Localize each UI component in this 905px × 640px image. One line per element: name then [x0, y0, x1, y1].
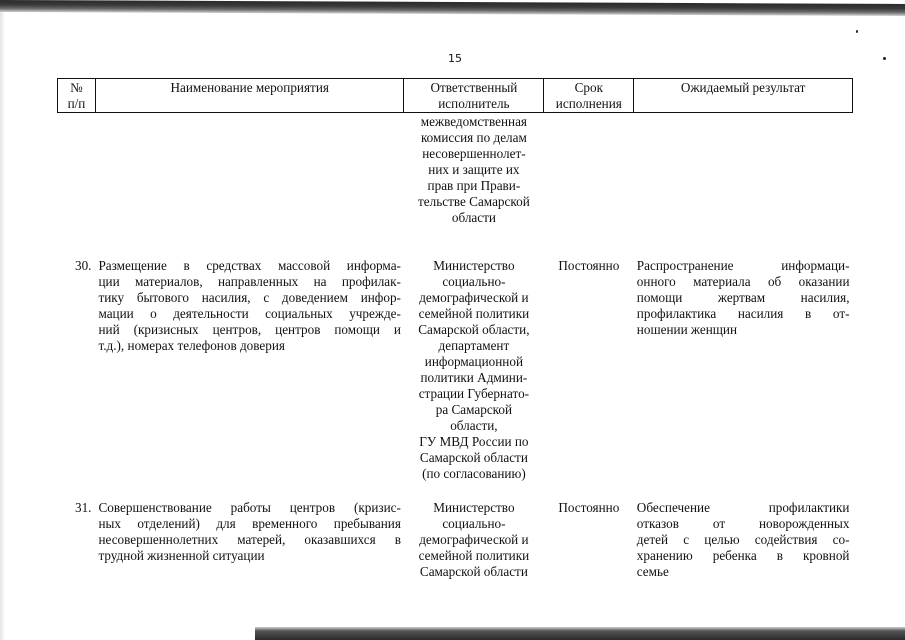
row-term: Постоянно [558, 500, 620, 515]
scan-edge-top [0, 0, 905, 16]
row-expected-result: Обеспечение профилактики отказов от новорожденных детей с целью содействия со- хранению ребенка в кровной семье [636, 500, 850, 579]
header-responsible: Ответственный исполнитель [404, 79, 544, 113]
row-term: Постоянно [558, 258, 620, 273]
page-number: 15 [448, 52, 462, 65]
row-number: 30. [74, 258, 92, 273]
row-number: 31. [74, 500, 92, 515]
table-row-continuation [58, 113, 853, 259]
row-activity-name: Размещение в средствах массовой информа- ции материалов, направленных на профилак- тику бытового насилия, с доведением инфор- мации о деятельности социальных учрежде- ний (кризисных центров, центров помощи и т.д.), номерах телефонов доверия [98, 258, 401, 353]
header-name: Наименование мероприятия [95, 79, 403, 113]
header-result: Ожидаемый результат [634, 79, 853, 113]
scan-edge-bottom [255, 627, 905, 640]
row-activity-name: Совершенствование работы центров (кризис- ных отделений) для временного пребывания несовершеннолетних матерей, оказавшихся в трудной жизненной ситуации [98, 500, 401, 563]
action-plan-table [57, 78, 853, 580]
table-row [58, 258, 853, 500]
continuation-responsible: межведомственная комиссия по делам несовершеннолет- них и защите их прав при Прави- тельстве Самарской области [418, 114, 530, 225]
table-header [58, 79, 853, 113]
scan-edge-left [0, 12, 5, 640]
header-num: № п/п [58, 79, 96, 113]
scan-speck [856, 30, 858, 33]
row-responsible: Министерство социально- демографической и семейной политики Самарской области, департамент информационной политики Админи- страции Губернато- ра Самарской области, ГУ МВД России по Самарской области (по согласованию) [418, 258, 530, 481]
header-term: Срок исполнения [544, 79, 634, 113]
table-row [58, 500, 853, 580]
scan-speck [883, 57, 886, 60]
row-expected-result: Распространение информаци- онного материала об оказании помощи жертвам насилия, профилактика насилия в от- ношении женщин [636, 258, 850, 337]
row-responsible: Министерство социально- демографической и семейной политики Самарской области [418, 500, 530, 579]
